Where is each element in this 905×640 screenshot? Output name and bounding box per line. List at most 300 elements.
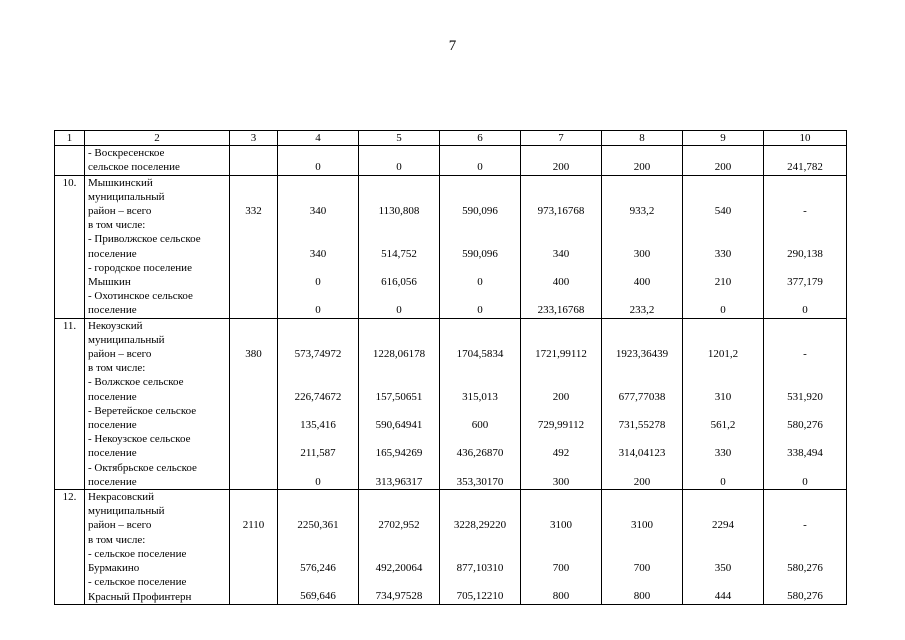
- value-line: [602, 146, 682, 160]
- value-cell-c8: [602, 175, 683, 318]
- name-line: поселение: [88, 419, 137, 432]
- value-line: [683, 461, 763, 475]
- value-line: 340: [309, 204, 327, 217]
- value-line: [683, 289, 763, 303]
- value-line: 3228,29220: [453, 519, 507, 532]
- name-line: Некоузский: [88, 319, 143, 332]
- value-line: [278, 218, 358, 232]
- name-line: район – всего: [88, 519, 152, 532]
- value-cell-c10: [764, 175, 847, 318]
- value-line: [764, 190, 846, 204]
- value-line: 233,2: [629, 304, 655, 317]
- value-line: [602, 547, 682, 561]
- value-line: [440, 190, 520, 204]
- value-line: [230, 176, 277, 190]
- value-line: [683, 490, 763, 504]
- value-line: [359, 547, 439, 561]
- value-line: [521, 218, 601, 232]
- value-line: [230, 319, 277, 333]
- value-line: 0: [315, 275, 321, 288]
- value-cell-c10: [764, 318, 847, 489]
- value-line: [602, 490, 682, 504]
- value-line: [359, 218, 439, 232]
- value-line: [602, 176, 682, 190]
- value-line: 241,782: [787, 161, 823, 174]
- value-cell-c5: [359, 146, 440, 175]
- value-line: [278, 261, 358, 275]
- value-line: [359, 461, 439, 475]
- value-line: [764, 575, 846, 589]
- value-line: [230, 190, 277, 204]
- value-line: 540: [714, 204, 732, 217]
- name-line: - городское поселение: [88, 261, 192, 274]
- value-line: [359, 404, 439, 418]
- value-line: 165,94269: [375, 447, 423, 460]
- name-line: муниципальный: [88, 505, 165, 518]
- value-line: 2702,952: [378, 519, 420, 532]
- value-line: [230, 390, 277, 404]
- row-number: 12.: [55, 490, 85, 605]
- value-line: [278, 533, 358, 547]
- value-line: [359, 361, 439, 375]
- value-line: [683, 361, 763, 375]
- data-table: [54, 130, 847, 605]
- value-line: 2294: [712, 519, 734, 532]
- value-cell-c4: [278, 175, 359, 318]
- name-line: Красный Профинтерн: [88, 590, 192, 603]
- value-line: 933,2: [629, 204, 655, 217]
- name-line: поселение: [88, 247, 137, 260]
- value-line: 2250,361: [297, 519, 339, 532]
- value-line: [521, 504, 601, 518]
- table-row: [55, 490, 847, 605]
- value-line: [683, 319, 763, 333]
- column-header-3: 3: [230, 131, 278, 146]
- value-line: [683, 575, 763, 589]
- name-line: район – всего: [88, 348, 152, 361]
- value-line: [440, 547, 520, 561]
- value-line: 226,74672: [294, 390, 342, 403]
- row-name: [85, 318, 230, 489]
- value-line: [278, 361, 358, 375]
- value-line: 157,50651: [375, 390, 423, 403]
- value-line: 0: [396, 161, 402, 174]
- column-header-2: 2: [85, 131, 230, 146]
- value-line: [278, 547, 358, 561]
- value-line: [764, 289, 846, 303]
- value-line: [230, 475, 277, 489]
- name-line: муниципальный: [88, 190, 165, 203]
- column-header-9: 9: [683, 131, 764, 146]
- value-line: 800: [633, 590, 651, 603]
- value-line: [764, 404, 846, 418]
- value-line: [278, 432, 358, 446]
- value-line: [521, 190, 601, 204]
- name-line: Мышкин: [88, 276, 131, 289]
- value-line: [359, 319, 439, 333]
- value-line: 561,2: [710, 418, 736, 431]
- value-line: [764, 232, 846, 246]
- value-line: [602, 575, 682, 589]
- value-line: [521, 375, 601, 389]
- value-line: [440, 533, 520, 547]
- name-line: - Октябрьское сельское: [88, 461, 197, 474]
- value-line: [359, 289, 439, 303]
- value-line: [764, 146, 846, 160]
- value-line: [521, 146, 601, 160]
- value-line: 353,30170: [456, 475, 504, 488]
- value-cell-c8: [602, 490, 683, 605]
- value-line: [764, 533, 846, 547]
- value-line: [440, 504, 520, 518]
- value-line: [764, 490, 846, 504]
- value-cell-c8: [602, 318, 683, 489]
- value-line: 1201,2: [707, 348, 739, 361]
- value-line: [440, 361, 520, 375]
- value-line: [230, 404, 277, 418]
- value-line: [230, 303, 277, 317]
- value-line: [521, 533, 601, 547]
- value-line: 734,97528: [375, 590, 423, 603]
- value-line: [278, 461, 358, 475]
- name-line: - Волжское сельское: [88, 376, 184, 389]
- value-cell-c7: [521, 318, 602, 489]
- value-line: [602, 190, 682, 204]
- value-line: 514,752: [381, 247, 417, 260]
- column-header-10: 10: [764, 131, 847, 146]
- value-line: 600: [471, 418, 489, 431]
- value-line: [359, 333, 439, 347]
- value-line: 200: [633, 475, 651, 488]
- value-line: 0: [720, 475, 726, 488]
- value-line: [230, 146, 277, 160]
- value-line: 492,20064: [375, 562, 423, 575]
- value-line: [602, 504, 682, 518]
- value-line: [440, 461, 520, 475]
- value-line: [521, 547, 601, 561]
- column-header-8: 8: [602, 131, 683, 146]
- value-line: [359, 232, 439, 246]
- value-cell-c5: [359, 318, 440, 489]
- value-line: [764, 319, 846, 333]
- value-line: [278, 232, 358, 246]
- value-line: [521, 319, 601, 333]
- value-line: [230, 533, 277, 547]
- value-line: 0: [315, 161, 321, 174]
- value-line: [440, 490, 520, 504]
- value-line: [230, 289, 277, 303]
- value-line: [683, 432, 763, 446]
- name-line: в том числе:: [88, 533, 146, 546]
- value-line: [683, 232, 763, 246]
- value-line: [230, 218, 277, 232]
- value-line: [440, 176, 520, 190]
- value-cell-c4: [278, 318, 359, 489]
- value-line: 705,12210: [456, 590, 504, 603]
- value-line: [230, 275, 277, 289]
- value-line: [683, 190, 763, 204]
- value-line: 436,26870: [456, 447, 504, 460]
- page-number: 7: [448, 38, 457, 54]
- value-line: -: [803, 519, 807, 532]
- value-line: 3100: [631, 519, 653, 532]
- value-line: 400: [633, 275, 651, 288]
- value-line: [359, 432, 439, 446]
- value-line: 0: [720, 304, 726, 317]
- column-header-1: 1: [55, 131, 85, 146]
- value-line: 580,276: [787, 590, 823, 603]
- value-line: [230, 589, 277, 603]
- name-line: - сельское поселение: [88, 547, 187, 560]
- value-line: 729,99112: [537, 418, 585, 431]
- value-cell-c9: [683, 318, 764, 489]
- value-line: [440, 432, 520, 446]
- name-line: сельское поселение: [88, 161, 180, 174]
- column-header-6: 6: [440, 131, 521, 146]
- value-line: 377,179: [787, 275, 823, 288]
- value-line: 210: [714, 275, 732, 288]
- name-line: в том числе:: [88, 219, 146, 232]
- value-cell-c10: [764, 490, 847, 605]
- row-name: [85, 490, 230, 605]
- value-line: [359, 146, 439, 160]
- value-line: [440, 146, 520, 160]
- value-line: [602, 533, 682, 547]
- value-cell-c9: [683, 490, 764, 605]
- value-line: [521, 490, 601, 504]
- value-line: [602, 404, 682, 418]
- value-cell-c7: [521, 175, 602, 318]
- value-line: 700: [552, 562, 570, 575]
- value-line: [230, 461, 277, 475]
- value-line: [521, 361, 601, 375]
- value-line: [683, 146, 763, 160]
- value-line: [278, 404, 358, 418]
- value-line: [521, 461, 601, 475]
- value-line: -: [803, 204, 807, 217]
- value-line: [230, 261, 277, 275]
- name-line: поселение: [88, 475, 137, 488]
- value-line: 573,74972: [294, 348, 342, 361]
- value-line: [359, 575, 439, 589]
- value-line: [602, 319, 682, 333]
- value-line: [602, 361, 682, 375]
- value-line: 2110: [242, 519, 265, 532]
- name-line: - Приволжское сельское: [88, 233, 201, 246]
- value-line: [764, 547, 846, 561]
- header-row: [55, 131, 847, 146]
- value-cell-c8: [602, 146, 683, 175]
- value-line: [683, 404, 763, 418]
- row-number: 11.: [55, 318, 85, 489]
- value-line: [440, 333, 520, 347]
- value-line: 340: [552, 247, 570, 260]
- value-line: 1130,808: [378, 204, 420, 217]
- value-line: 330: [714, 247, 732, 260]
- value-line: [440, 289, 520, 303]
- value-line: [278, 504, 358, 518]
- value-line: 590,096: [462, 247, 498, 260]
- value-line: [440, 319, 520, 333]
- value-cell-col3: [230, 490, 278, 605]
- value-line: [521, 289, 601, 303]
- value-line: [683, 333, 763, 347]
- value-cell-c6: [440, 175, 521, 318]
- value-line: [230, 375, 277, 389]
- value-cell-c6: [440, 146, 521, 175]
- value-line: 200: [552, 390, 570, 403]
- value-line: [683, 176, 763, 190]
- value-line: [359, 261, 439, 275]
- value-line: 590,64941: [375, 418, 423, 431]
- value-line: [602, 333, 682, 347]
- value-line: [764, 461, 846, 475]
- value-line: 569,646: [300, 590, 336, 603]
- value-line: 310: [714, 390, 732, 403]
- value-line: 616,056: [381, 275, 417, 288]
- value-line: 3100: [550, 519, 572, 532]
- value-line: 0: [315, 304, 321, 317]
- value-line: [683, 547, 763, 561]
- value-line: 300: [552, 475, 570, 488]
- value-cell-c6: [440, 490, 521, 605]
- column-header-4: 4: [278, 131, 359, 146]
- value-line: [683, 533, 763, 547]
- value-line: [440, 232, 520, 246]
- row-name: [85, 175, 230, 318]
- value-line: [278, 176, 358, 190]
- row-name: [85, 146, 230, 175]
- name-line: в том числе:: [88, 362, 146, 375]
- value-cell-c6: [440, 318, 521, 489]
- name-line: - Веретейское сельское: [88, 404, 197, 417]
- value-line: 0: [477, 304, 483, 317]
- row-number: 10.: [55, 175, 85, 318]
- value-line: 332: [245, 204, 262, 217]
- value-line: [764, 261, 846, 275]
- value-line: [278, 190, 358, 204]
- name-line: - Охотинское сельское: [88, 290, 193, 303]
- value-line: [230, 575, 277, 589]
- value-line: 0: [802, 304, 808, 317]
- value-line: [440, 375, 520, 389]
- value-line: [230, 432, 277, 446]
- value-line: [230, 333, 277, 347]
- value-line: 700: [633, 562, 651, 575]
- value-line: 531,920: [787, 390, 823, 403]
- value-line: [359, 533, 439, 547]
- value-cell-col3: [230, 175, 278, 318]
- name-line: поселение: [88, 304, 137, 317]
- value-line: 340: [309, 247, 327, 260]
- value-line: [764, 218, 846, 232]
- value-line: 800: [552, 590, 570, 603]
- table-row: [55, 146, 847, 175]
- name-line: район – всего: [88, 205, 152, 218]
- value-line: 731,55278: [618, 418, 666, 431]
- value-cell-c9: [683, 175, 764, 318]
- value-line: [278, 490, 358, 504]
- value-line: 1704,5834: [456, 348, 504, 361]
- value-line: 590,096: [462, 204, 498, 217]
- value-line: [278, 146, 358, 160]
- name-line: - сельское поселение: [88, 576, 187, 589]
- value-line: [359, 504, 439, 518]
- name-line: поселение: [88, 447, 137, 460]
- value-line: [230, 446, 277, 460]
- value-line: 330: [714, 447, 732, 460]
- value-line: [521, 575, 601, 589]
- name-line: Некрасовский: [88, 491, 155, 504]
- value-line: [359, 490, 439, 504]
- value-line: [359, 190, 439, 204]
- value-cell-col3: [230, 318, 278, 489]
- value-line: 200: [552, 161, 570, 174]
- value-line: [440, 575, 520, 589]
- name-line: поселение: [88, 390, 137, 403]
- value-line: 380: [245, 348, 262, 361]
- value-line: [440, 261, 520, 275]
- value-cell-c4: [278, 146, 359, 175]
- value-line: [230, 361, 277, 375]
- value-cell-c4: [278, 490, 359, 605]
- value-line: [521, 404, 601, 418]
- value-line: 211,587: [300, 447, 336, 460]
- value-line: [602, 261, 682, 275]
- value-line: 350: [714, 562, 732, 575]
- value-line: [440, 218, 520, 232]
- value-line: [602, 375, 682, 389]
- value-line: 313,96317: [375, 475, 423, 488]
- value-line: 576,246: [300, 562, 336, 575]
- value-line: [602, 232, 682, 246]
- value-line: 877,10310: [456, 562, 504, 575]
- value-line: 0: [315, 475, 321, 488]
- value-line: 338,494: [787, 447, 823, 460]
- value-line: [683, 261, 763, 275]
- value-line: 200: [714, 161, 732, 174]
- value-cell-c5: [359, 490, 440, 605]
- value-line: [521, 232, 601, 246]
- value-line: 200: [633, 161, 651, 174]
- value-line: -: [803, 348, 807, 361]
- value-line: [278, 375, 358, 389]
- value-line: [764, 504, 846, 518]
- value-cell-c9: [683, 146, 764, 175]
- value-line: [230, 504, 277, 518]
- value-line: [230, 547, 277, 561]
- name-line: Мышкинский: [88, 176, 153, 189]
- value-line: 1923,36439: [615, 348, 669, 361]
- name-line: - Некоузское сельское: [88, 433, 191, 446]
- value-cell-c5: [359, 175, 440, 318]
- value-line: [602, 461, 682, 475]
- value-cell-c7: [521, 146, 602, 175]
- value-line: [602, 218, 682, 232]
- value-cell-c10: [764, 146, 847, 175]
- value-line: 233,16768: [537, 304, 585, 317]
- value-line: [683, 504, 763, 518]
- value-line: 973,16768: [537, 204, 585, 217]
- value-line: [278, 289, 358, 303]
- value-line: [278, 319, 358, 333]
- value-line: [764, 432, 846, 446]
- value-line: [278, 575, 358, 589]
- value-line: [602, 432, 682, 446]
- value-line: [602, 289, 682, 303]
- value-line: [764, 176, 846, 190]
- table-row: [55, 318, 847, 489]
